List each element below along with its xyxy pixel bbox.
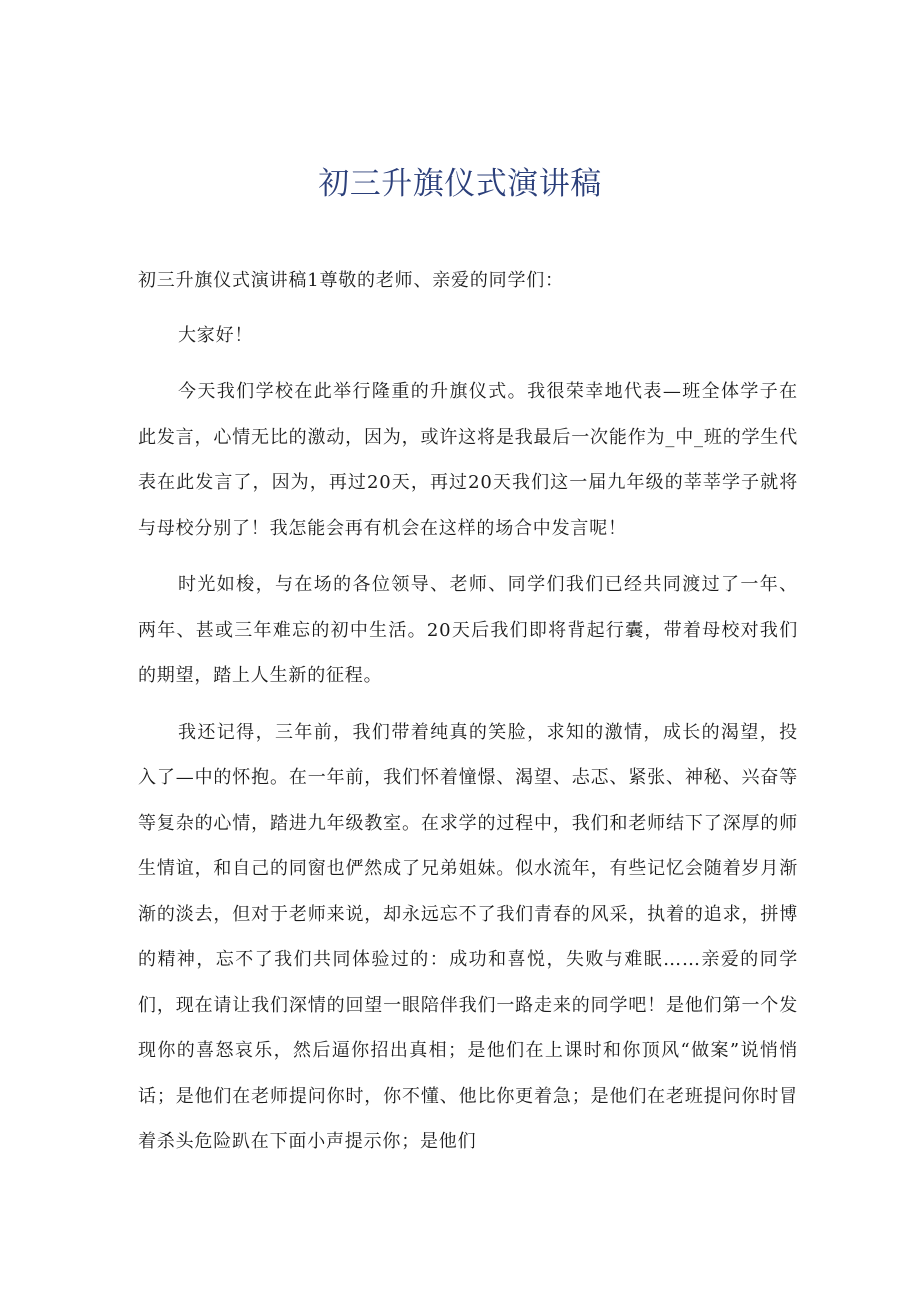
document-body [138,258,798,1176]
greeting-paragraph: 大家好！ [178,324,254,346]
body-paragraph: 时光如梭，与在场的各位领导、老师、同学们我们已经共同渡过了一年、两年、甚或三年难忘的初中生活。20天后我们即将背起行囊，带着母校对我们的期望，踏上人生新的征程。 [138,574,798,686]
document-title: 初三升旗仪式演讲稿 [318,166,602,202]
body-paragraph: 我还记得，三年前，我们带着纯真的笑脸，求知的激情，成长的渴望，投入了—中的怀抱。在一年前，我们怀着憧憬、渴望、忐忑、紧张、神秘、兴奋等等复杂的心情，踏进九年级教室。在求学的过程中，我们和老师结下了深厚的师生情谊，和自己的同窗也俨然成了兄弟姐妹。似水流年，有些记忆会随着岁月渐渐的淡去，但对于老师来说，却永远忘不了我们青春的风采，执着的追求，拼博的精神，忘不了我们共同体验过的：成功和喜悦，失败与难眠……亲爱的同学们，现在请让我们深情的回望一眼陪伴我们一路走来的同学吧！是他们第一个发现你的喜怒哀乐，然后逼你招出真相；是他们在上课时和你顶风“做案”说悄悄话；是他们在老师提问你时，你不懂、他比你更着急；是他们在老班提问你时冒着杀头危险趴在下面小声提示你；是他们 [138,721,798,1152]
salutation-paragraph: 初三升旗仪式演讲稿1尊敬的老师、亲爱的同学们： [138,270,564,291]
body-paragraph: 今天我们学校在此举行隆重的升旗仪式。我很荣幸地代表—班全体学子在此发言，心情无比的激动，因为，或许这将是我最后一次能作为_中_班的学生代表在此发言了，因为，再过20天，再过20天我们这一届九年级的莘莘学子就将与母校分别了！我怎能会再有机会在这样的场合中发言呢！ [138,381,798,539]
